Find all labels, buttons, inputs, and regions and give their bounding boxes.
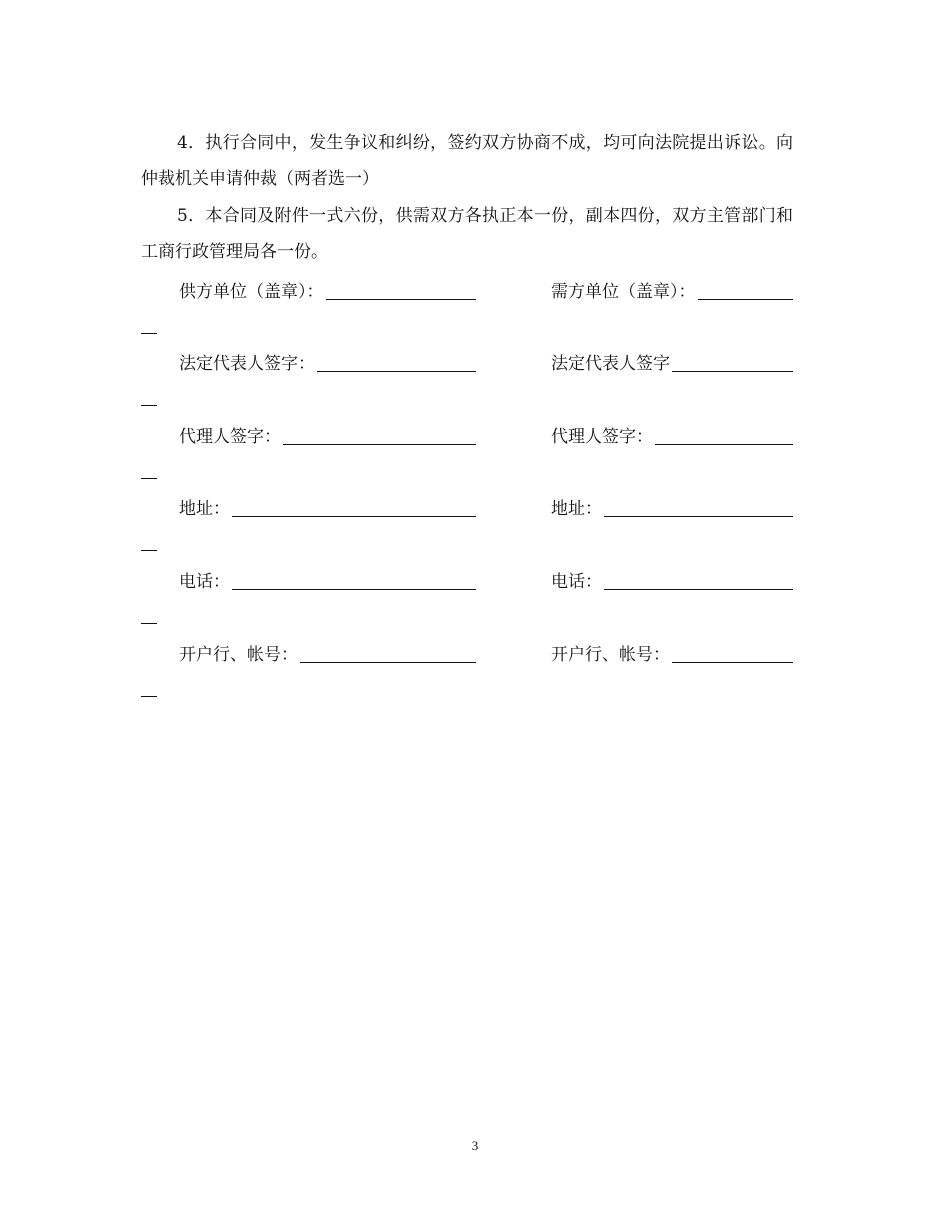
- clause-4-paragraph: 4．执行合同中，发生争议和纠纷，签约双方协商不成，均可向法院提出诉讼。向仲裁机关申请仲裁（两者选一）: [141, 133, 793, 189]
- supplier-unit-label: 供方单位（盖章）：: [179, 282, 324, 302]
- buyer-phone-label: 电话：: [551, 572, 602, 592]
- wrap-dash-line: [141, 696, 157, 697]
- buyer-unit-blank-line: [698, 281, 794, 300]
- supplier-legal-rep-blank-line: [317, 353, 476, 372]
- signature-row-agent: [0, 423, 950, 459]
- buyer-agent-label: 代理人签字：: [551, 427, 653, 447]
- supplier-phone-blank-line: [232, 571, 476, 590]
- page-number: 3: [471, 1138, 479, 1153]
- supplier-bank-account-label: 开户行、帐号：: [179, 645, 298, 665]
- signature-row-phone: [0, 568, 950, 604]
- signature-row-address: [0, 495, 950, 531]
- signature-row-bank-account: [0, 641, 950, 677]
- wrap-dash-line: [141, 478, 157, 479]
- supplier-agent-blank-line: [283, 426, 476, 445]
- buyer-legal-rep-blank-line: [672, 353, 793, 372]
- supplier-bank-account-blank-line: [300, 644, 476, 663]
- buyer-agent-blank-line: [655, 426, 793, 445]
- supplier-address-field: [179, 495, 476, 519]
- buyer-agent-field: [551, 423, 793, 447]
- supplier-legal-rep-field: [179, 350, 476, 374]
- buyer-address-blank-line: [604, 498, 793, 517]
- wrap-dash-line: [141, 405, 157, 406]
- buyer-bank-account-blank-line: [672, 644, 793, 663]
- supplier-address-blank-line: [232, 498, 476, 517]
- buyer-phone-field: [551, 568, 793, 592]
- supplier-agent-field: [179, 423, 476, 447]
- supplier-agent-label: 代理人签字：: [179, 427, 281, 447]
- clause-5-paragraph: 5．本合同及附件一式六份，供需双方各执正本一份，副本四份，双方主管部门和工商行政管理局各一份。: [141, 206, 793, 262]
- supplier-unit-blank-line: [326, 281, 477, 300]
- wrap-dash-line: [141, 333, 157, 334]
- supplier-bank-account-field: [179, 641, 476, 665]
- signature-row-unit: [0, 278, 950, 314]
- supplier-unit-field: [179, 278, 476, 302]
- buyer-unit-label: 需方单位（盖章）：: [551, 282, 696, 302]
- supplier-phone-label: 电话：: [179, 572, 230, 592]
- supplier-address-label: 地址：: [179, 499, 230, 519]
- signature-row-legal-rep: [0, 350, 950, 386]
- buyer-address-field: [551, 495, 793, 519]
- buyer-bank-account-field: [551, 641, 793, 665]
- buyer-bank-account-label: 开户行、帐号：: [551, 645, 670, 665]
- wrap-dash-line: [141, 623, 157, 624]
- buyer-legal-rep-label: 法定代表人签字: [551, 354, 670, 374]
- buyer-phone-blank-line: [604, 571, 793, 590]
- wrap-dash-line: [141, 550, 157, 551]
- buyer-address-label: 地址：: [551, 499, 602, 519]
- supplier-phone-field: [179, 568, 476, 592]
- supplier-legal-rep-label: 法定代表人签字：: [179, 354, 315, 374]
- buyer-legal-rep-field: [551, 350, 793, 374]
- buyer-unit-field: [551, 278, 793, 302]
